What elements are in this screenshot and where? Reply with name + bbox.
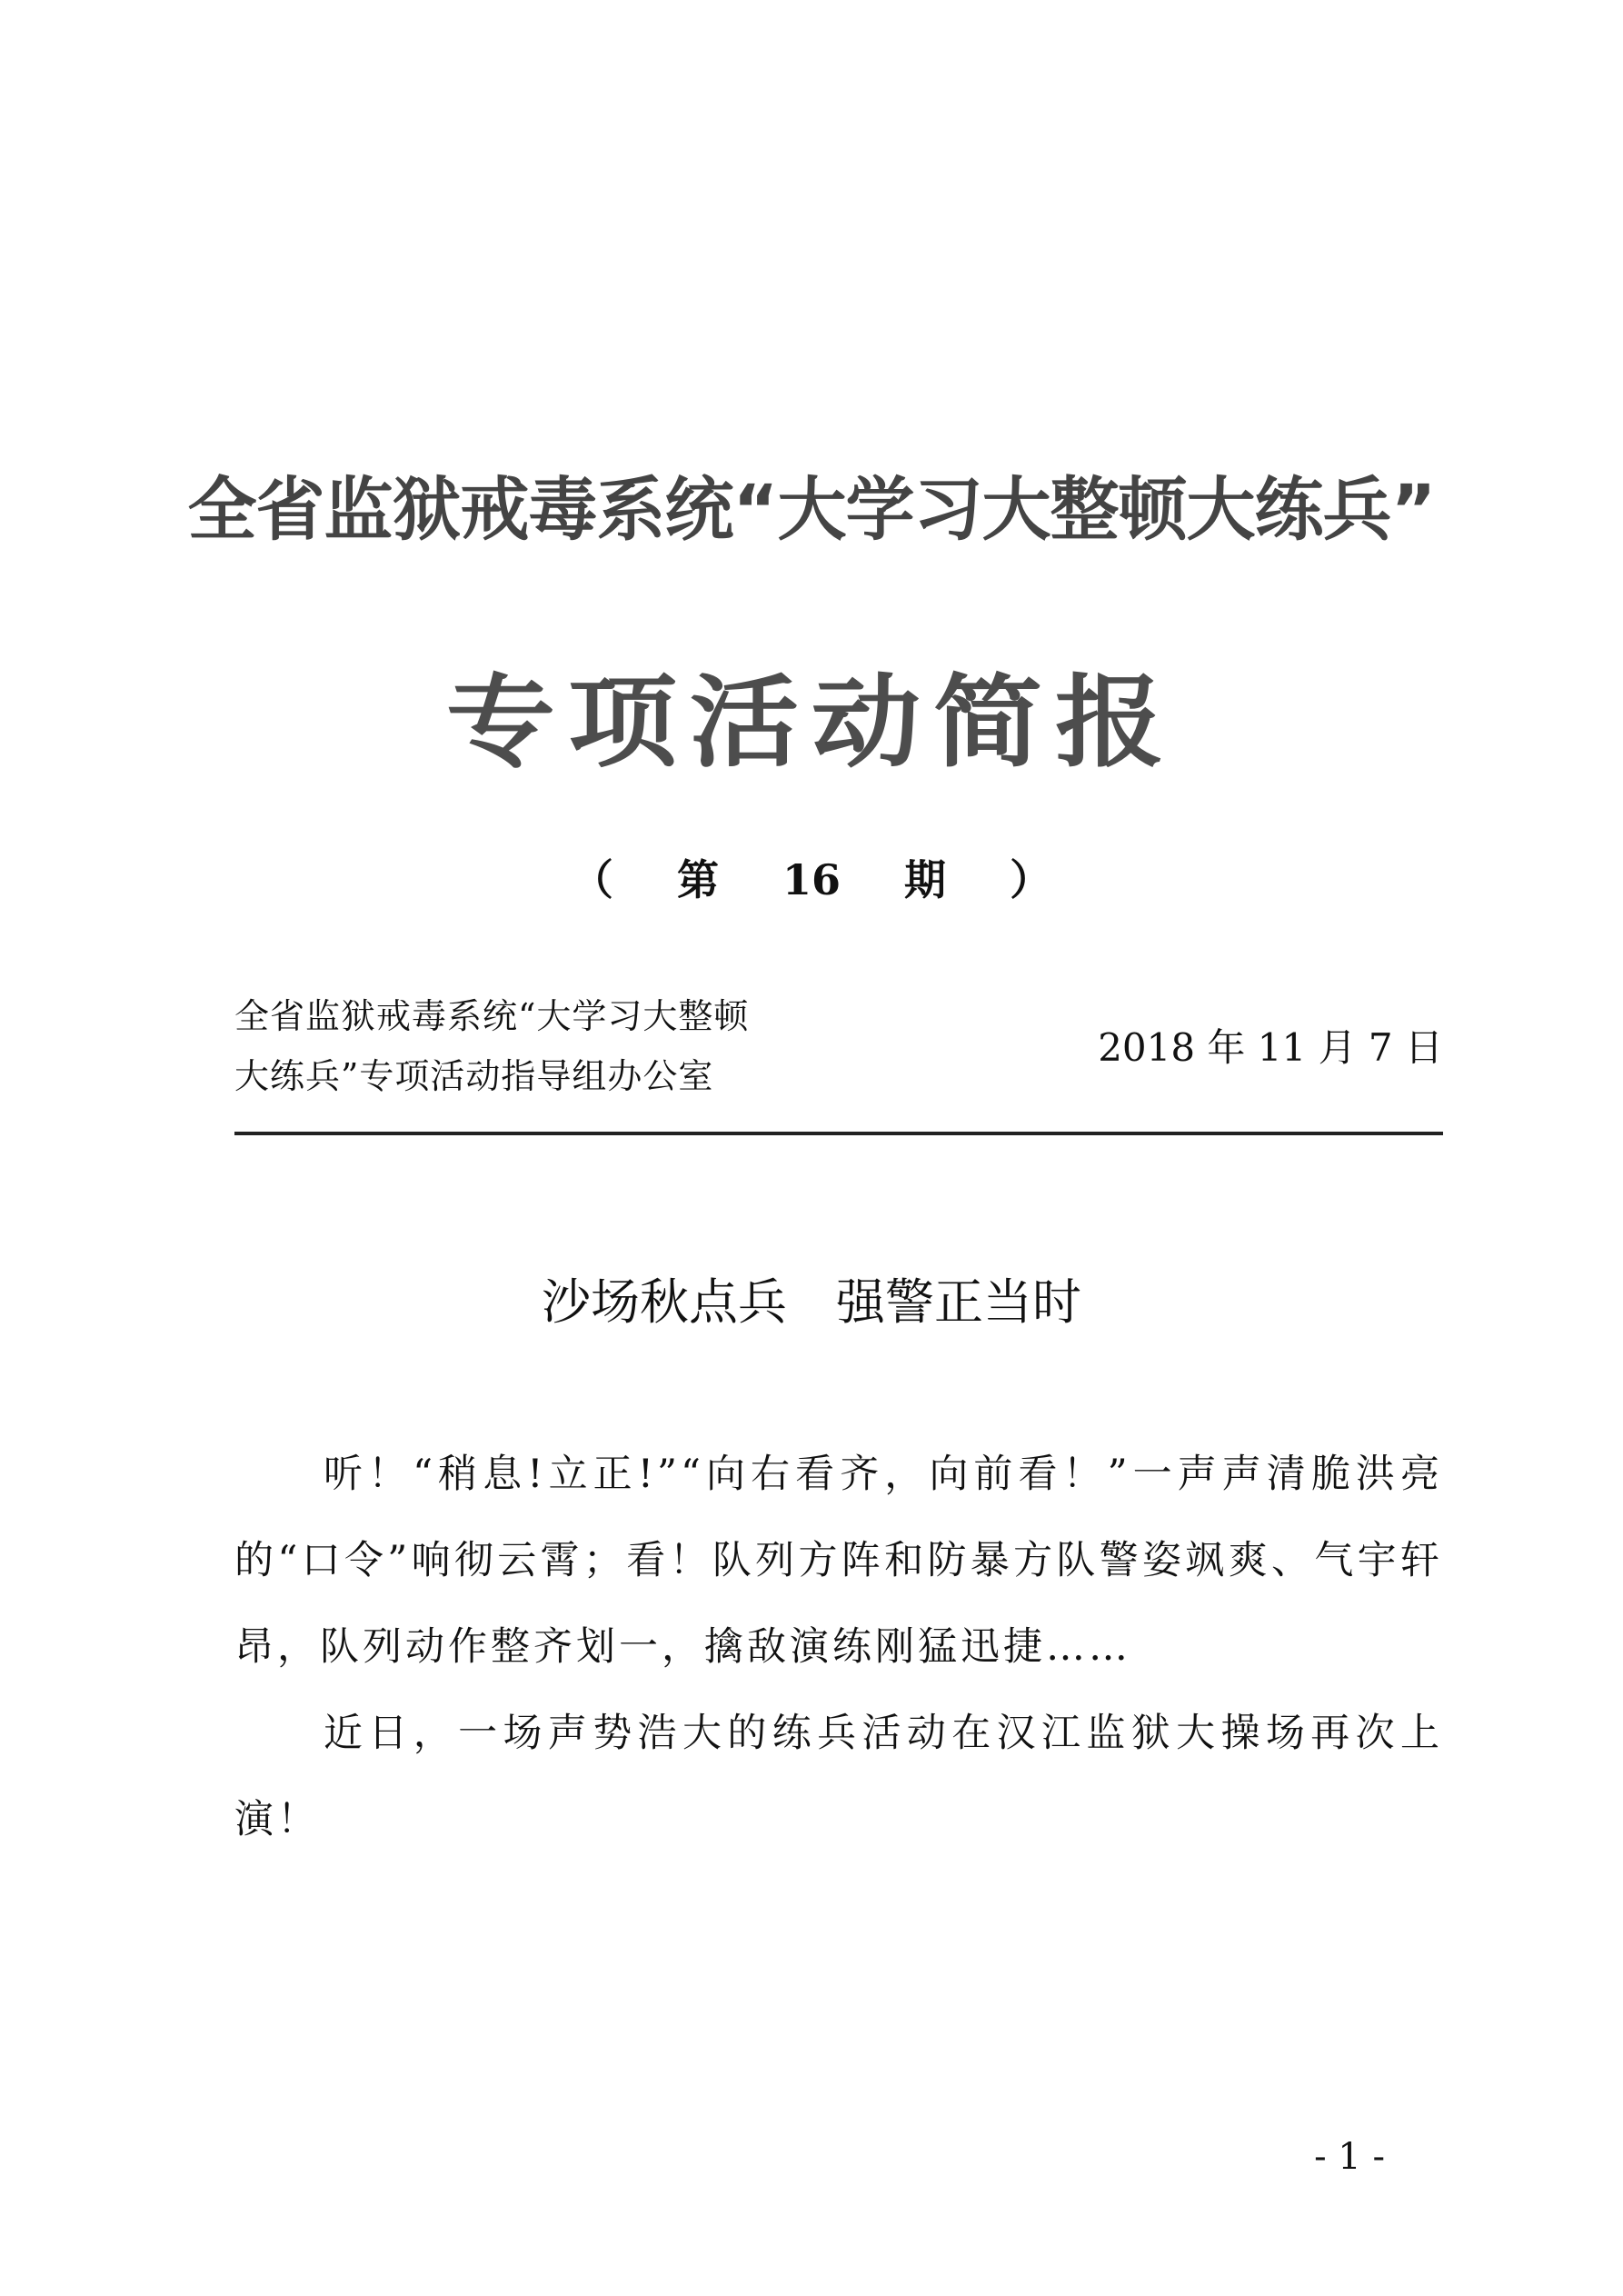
header-divider	[234, 1132, 1443, 1135]
issue-value: 16	[782, 855, 841, 904]
issuing-office-line1: 全省监狱戒毒系统“大学习大整顿	[234, 996, 750, 1036]
article-paragraph: 听！“稍息!立正!”“向右看齐，向前看！”一声声清脆洪亮的“口令”响彻云霄；看！队列方阵和防暴方队警姿飒爽、气宇轩昂，队列动作整齐划一，擒敌演练刚猛迅捷……	[234, 1452, 1443, 1670]
issue-suffix: 期	[904, 855, 947, 904]
issue-prefix: 第	[676, 855, 719, 904]
issue-close-paren: ）	[1010, 855, 1052, 904]
article-title-part2: 强警正当时	[836, 1273, 1081, 1331]
issuing-office	[234, 986, 749, 1106]
article-paragraph: 近日，一场声势浩大的练兵活动在汉江监狱大操场再次上演！	[234, 1711, 1443, 1842]
article-title-part1: 沙场秋点兵	[542, 1273, 787, 1331]
article-title	[0, 1263, 1623, 1333]
bulletin-header-subtitle: 专项活动简报	[446, 664, 1177, 782]
issue-number	[0, 847, 1623, 907]
issuing-office-line2: 大练兵”专项活动指导组办公室	[234, 1056, 714, 1096]
issue-open-paren: （	[571, 855, 613, 904]
page-number: - 1 -	[1314, 2136, 1385, 2178]
bulletin-header-title: 全省监狱戒毒系统“大学习大整顿大练兵”	[187, 469, 1436, 550]
article-body	[234, 1432, 1443, 1863]
issue-date: 2018 年 11 月 7 日	[1098, 1025, 1443, 1070]
